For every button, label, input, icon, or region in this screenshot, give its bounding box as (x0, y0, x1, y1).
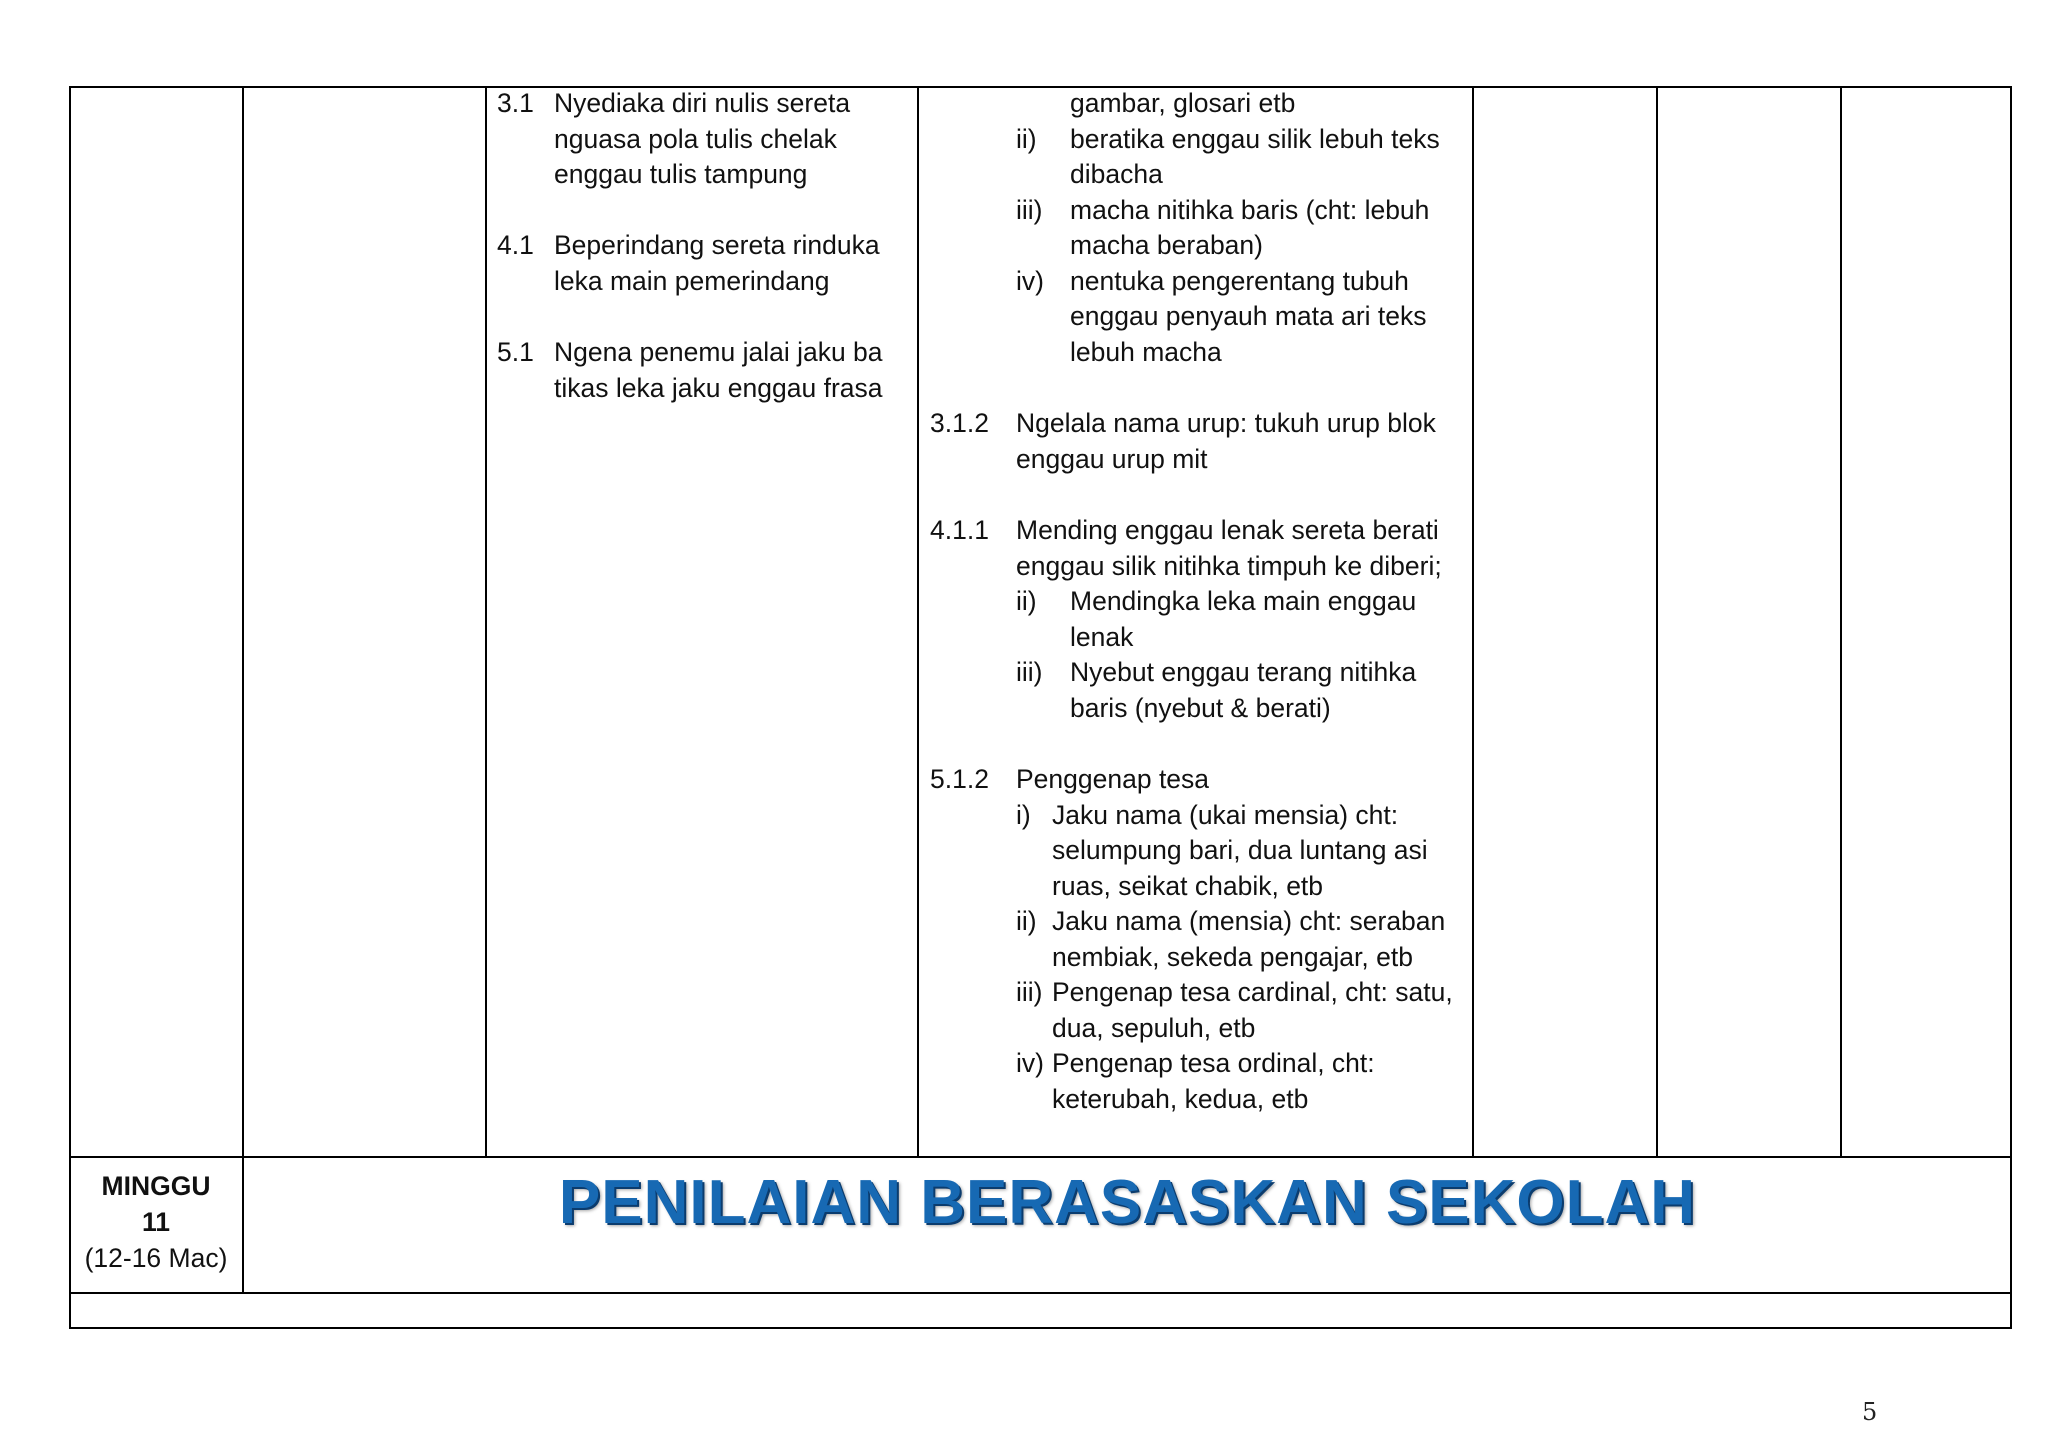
week-dates: (12-16 Mac) (84, 1243, 228, 1273)
col-divider-5 (1656, 86, 1658, 1157)
week-label: MINGGU (101, 1171, 211, 1201)
item-marker: ii) (1016, 906, 1037, 936)
item-line: dibacha (1070, 159, 1163, 189)
item-line: nembiak, sekeda pengajar, etb (1052, 941, 1413, 972)
item-line: Jaku nama (mensia) cht: seraban (1052, 906, 1446, 936)
standard-5-1-line: Ngena penemu jalai jaku ba (554, 337, 883, 367)
standard-3-1-line: enggau tulis tampung (554, 159, 808, 189)
item-marker: iv) (1016, 265, 1044, 296)
item-marker: ii) (1016, 123, 1037, 154)
col-divider-2 (485, 86, 487, 1157)
col-divider-1 (242, 86, 244, 1294)
week-number: 11 (141, 1207, 170, 1237)
col-divider-3 (917, 86, 919, 1157)
page-number: 5 (1862, 1398, 1878, 1426)
item-line: nentuka pengerentang tubuh (1070, 265, 1409, 296)
col-divider-4 (1472, 86, 1474, 1157)
item-line: macha beraban) (1070, 230, 1263, 260)
item-line: baris (nyebut & berati) (1070, 692, 1331, 723)
item-line: dua, sepuluh, etb (1052, 1012, 1256, 1043)
item-marker: ii) (1016, 586, 1037, 616)
objective-3-1-2-line: Ngelala nama urup: tukuh urup blok (1016, 408, 1436, 438)
standard-3-1-number: 3.1 (497, 88, 534, 118)
objective-4-1-1-line: enggau silik nitihka timpuh ke diberi; (1016, 550, 1442, 581)
standard-4-1-number: 4.1 (497, 230, 534, 260)
item-marker: iii) (1016, 977, 1043, 1007)
item-line: lenak (1070, 621, 1134, 652)
standard-5-1-number: 5.1 (497, 337, 534, 367)
table-border-right (2010, 86, 2012, 1329)
objective-3-1-2-line: enggau urup mit (1016, 443, 1208, 474)
item-line: macha nitihka baris (cht: lebuh (1070, 194, 1430, 225)
assessment-banner: PENILAIAN BERASASKAN SEKOLAH (558, 1168, 1697, 1237)
table-border-left (69, 86, 71, 1329)
item-line: enggau penyauh mata ari teks (1070, 301, 1427, 331)
item-line: Pengenap tesa ordinal, cht: (1052, 1048, 1375, 1078)
objective-4-1-1-number: 4.1.1 (930, 515, 989, 545)
table-border-top (69, 86, 2012, 88)
objective-5-1-2-number: 5.1.2 (930, 764, 989, 794)
continuation-line: gambar, glosari etb (1070, 88, 1296, 118)
item-marker: iii) (1016, 657, 1043, 687)
standard-4-1-line: leka main pemerindang (554, 265, 830, 296)
item-line: Nyebut enggau terang nitihka (1070, 657, 1417, 687)
item-line: Mendingka leka main enggau (1070, 586, 1417, 616)
col-divider-6 (1840, 86, 1842, 1157)
objective-5-1-2-title: Penggenap tesa (1016, 764, 1210, 794)
objective-3-1-2-number: 3.1.2 (930, 408, 989, 438)
week-cell (70, 1168, 242, 1276)
table-border-bottom (69, 1327, 2012, 1329)
item-line: Pengenap tesa cardinal, cht: satu, (1052, 977, 1453, 1007)
item-line: selumpung bari, dua luntang asi (1052, 835, 1428, 865)
standard-5-1-line: tikas leka jaku enggau frasa (554, 372, 883, 403)
item-line: Jaku nama (ukai mensia) cht: (1052, 799, 1399, 830)
item-marker: iv) (1016, 1048, 1044, 1078)
item-marker: iii) (1016, 194, 1043, 225)
item-marker: i) (1016, 799, 1031, 830)
item-line: ruas, seikat chabik, etb (1052, 870, 1324, 901)
item-line: lebuh macha (1070, 336, 1222, 367)
item-line: beratika enggau silik lebuh teks (1070, 123, 1440, 154)
standard-3-1-line: nguasa pola tulis chelak (554, 123, 837, 154)
standard-4-1-line: Beperindang sereta rinduka (554, 230, 880, 260)
standard-3-1-line: Nyediaka diri nulis sereta (554, 88, 851, 118)
row-divider-2 (69, 1292, 2012, 1294)
item-line: keterubah, kedua, etb (1052, 1083, 1309, 1114)
objective-4-1-1-line: Mending enggau lenak sereta berati (1016, 515, 1439, 545)
